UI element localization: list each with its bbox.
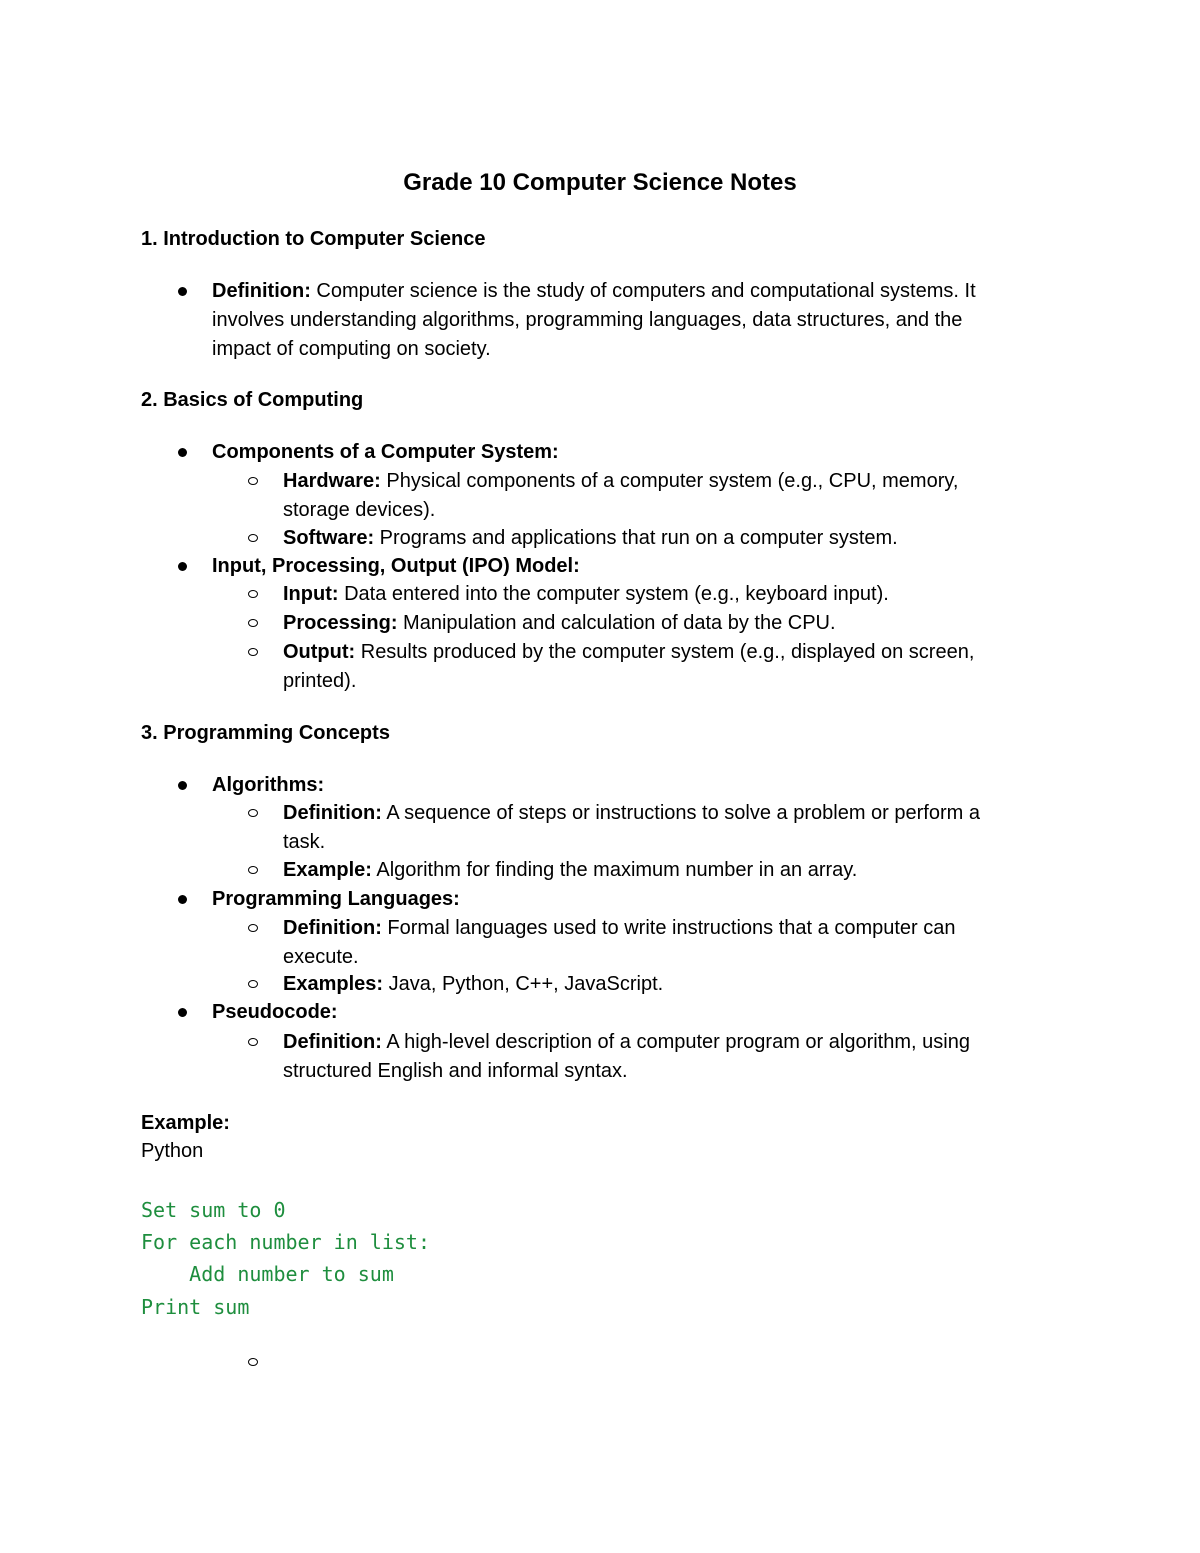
sub-list-item — [283, 467, 1053, 525]
sub-list-item — [283, 914, 1053, 972]
bullet-dot-icon — [178, 1008, 187, 1017]
item-text: A high-level description of a computer program or algorithm, using — [381, 1031, 970, 1053]
bullet-circle-icon — [248, 866, 258, 874]
item-text: Programs and applications that run on a computer system. — [374, 527, 898, 549]
item-label: Definition: — [283, 802, 382, 824]
item-text: Data entered into the computer system (e.g., keyboard input). — [338, 583, 889, 605]
item-text: printed). — [283, 670, 357, 692]
sub-list-item — [283, 970, 1053, 999]
section-heading: 3. Programming Concepts — [141, 722, 390, 744]
item-text: Physical components of a computer system (e.g., CPU, memory, — [380, 470, 959, 492]
item-text: Formal languages used to write instructions that a computer can — [381, 917, 956, 939]
sub-list-item — [283, 524, 1053, 553]
item-label: Definition: — [212, 280, 311, 302]
bullet-circle-icon — [248, 534, 258, 542]
item-label: Definition: — [283, 917, 382, 939]
list-item — [212, 438, 1052, 467]
item-text: execute. — [283, 946, 359, 968]
code-line: For each number in list: — [141, 1230, 430, 1254]
item-text: Computer science is the study of computers and computational systems. It — [310, 280, 976, 302]
bullet-circle-icon — [248, 648, 258, 656]
code-language-label: Python — [141, 1140, 204, 1162]
code-line: Add number to sum — [141, 1262, 394, 1286]
sub-list-item — [283, 580, 1053, 609]
list-item — [212, 885, 1052, 914]
item-label: Input: — [283, 583, 339, 605]
item-text: involves understanding algorithms, programming languages, data structures, and the — [212, 309, 963, 331]
item-text: A sequence of steps or instructions to solve a problem or perform a — [381, 802, 980, 824]
list-item — [212, 998, 1052, 1027]
bullet-dot-icon — [178, 287, 187, 296]
sub-list-item — [283, 856, 1053, 885]
bullet-circle-icon — [248, 1038, 258, 1046]
code-line: Set sum to 0 — [141, 1198, 286, 1222]
bullet-circle-icon — [248, 590, 258, 598]
sub-list-item — [283, 799, 1053, 857]
bullet-circle-icon — [248, 924, 258, 932]
sub-list-item — [283, 1028, 1053, 1086]
bullet-circle-icon — [248, 980, 258, 988]
item-label: Programming Languages: — [212, 888, 460, 910]
item-label: Example: — [283, 859, 372, 881]
bullet-dot-icon — [178, 448, 187, 457]
bullet-circle-icon — [248, 1358, 258, 1366]
item-label: Pseudocode: — [212, 1001, 338, 1023]
item-label: Software: — [283, 527, 375, 549]
item-text: impact of computing on society. — [212, 338, 491, 360]
item-text: task. — [283, 831, 326, 853]
item-label: Definition: — [283, 1031, 382, 1053]
list-item — [212, 771, 1052, 800]
list-item — [212, 552, 1052, 581]
example-label: Example: — [141, 1112, 230, 1134]
bullet-circle-icon — [248, 477, 258, 485]
list-item — [212, 277, 1052, 364]
item-label: Processing: — [283, 612, 398, 634]
item-text: storage devices). — [283, 499, 436, 521]
item-label: Input, Processing, Output (IPO) Model: — [212, 555, 580, 577]
bullet-dot-icon — [178, 781, 187, 790]
item-label: Output: — [283, 641, 356, 663]
item-label: Algorithms: — [212, 774, 325, 796]
item-label: Components of a Computer System: — [212, 441, 559, 463]
item-label: Hardware: — [283, 470, 381, 492]
item-text: Algorithm for finding the maximum number in an array. — [371, 859, 858, 881]
bullet-dot-icon — [178, 562, 187, 571]
item-text: Results produced by the computer system (e.g., displayed on screen, — [355, 641, 975, 663]
page-title: Grade 10 Computer Science Notes — [403, 169, 797, 196]
item-text: structured English and informal syntax. — [283, 1060, 628, 1082]
item-label: Examples: — [283, 973, 384, 995]
code-line: Print sum — [141, 1295, 250, 1319]
section-heading: 2. Basics of Computing — [141, 389, 364, 411]
bullet-circle-icon — [248, 809, 258, 817]
bullet-dot-icon — [178, 895, 187, 904]
item-text: Java, Python, C++, JavaScript. — [383, 973, 664, 995]
bullet-circle-icon — [248, 619, 258, 627]
sub-list-item — [283, 638, 1053, 696]
section-heading: 1. Introduction to Computer Science — [141, 228, 486, 250]
item-text: Manipulation and calculation of data by the CPU. — [397, 612, 836, 634]
sub-list-item — [283, 609, 1053, 638]
